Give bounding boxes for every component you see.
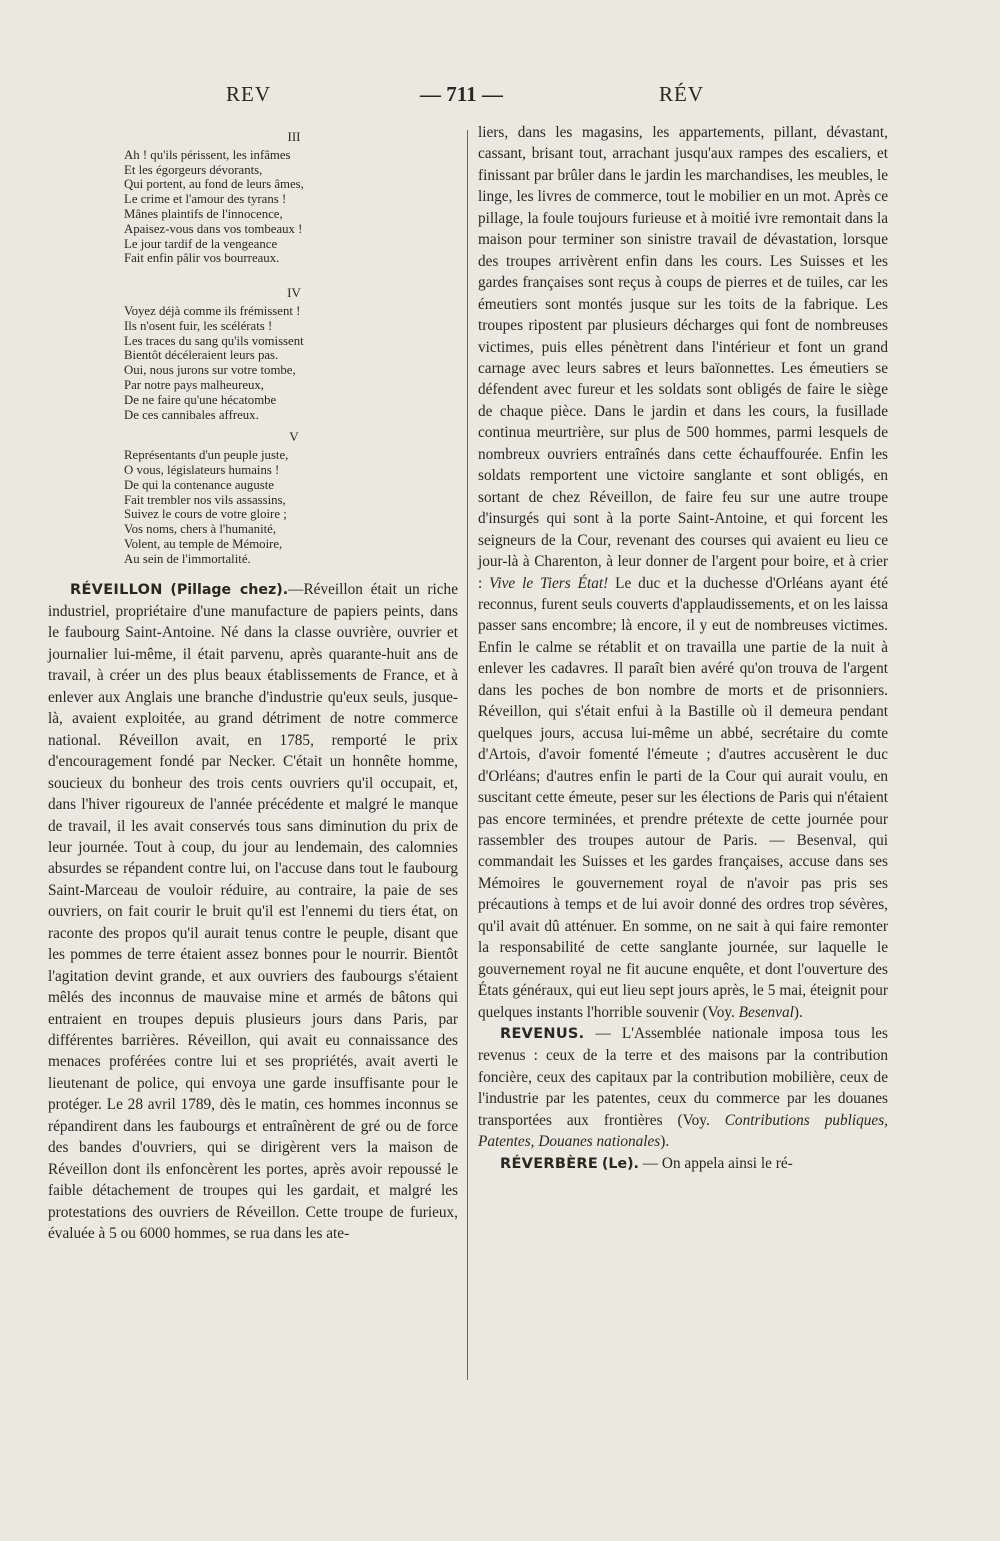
entry-text: liers, dans les magasins, les appartements, pillant, dévastant, cassant, brisant tout, arrachant jusqu'aux rampes des escaliers, et finissant par brûler dans le jardin les marchandises, les meubles, le linge, les livres de commerce, tout le mobilier en un mot. Après ce pillage, la foule toujours furieuse et à moitié ivre remontait dans la maison pour terminer son sinistre travail de dévastation, lorsque des troupes arrivèrent enfin dans les cours. Les Suisses et les gardes françaises sont reçus à coups de pierres et de tuiles, car les émeutiers sont montés jusque sur les toits de la fabrique. Les troupes ripostent par plusieurs décharges qui font de nombreuses victimes, puis elles pénètrent dans l'intérieur et font un grand carnage avec leurs sabres et leurs baïonnettes. Les émeutiers se défendent avec fureur et les soldats sont obligés de faire le siège de chaque pièce. Dans le jardin et dans les cours, la fusillade continua meurtrière, sur plus de 500 hommes, parmi lesquels de nombreux ouvriers entraînés dans cette échauffourée. Enfin les soldats remportent une victoire sanglante et sont obligés, en sortant de chez Réveillon, de faire feu sur une autre troupe d'insurgés qui sont à la porte Saint-Antoine, et qui forcent les seigneurs de la Cour, revenant des courses qui avaient eu lieu ce jour-là à Charenton, à leur donner de l'argent pour boire, et à crier : bbox=[478, 124, 888, 592]
poem-line: De ne faire qu'une hécatombe bbox=[124, 392, 277, 407]
stanza-3 bbox=[124, 130, 458, 266]
poem-line: Bientôt décéleraient leurs pas. bbox=[124, 348, 279, 363]
entry-text: — On appela ainsi le ré- bbox=[638, 1154, 793, 1172]
entry-text: ). bbox=[793, 1003, 803, 1021]
poem-line: Le crime et l'amour des tyrans ! bbox=[124, 192, 287, 207]
poem-line: Fait enfin pâlir vos bourreaux. bbox=[124, 251, 280, 266]
poem-line: Apaisez-vous dans vos tombeaux ! bbox=[124, 221, 303, 236]
poem-line: De qui la contenance auguste bbox=[124, 477, 274, 492]
stanza-numeral: IV bbox=[287, 285, 301, 301]
poem-line: Par notre pays malheureux, bbox=[124, 377, 265, 392]
running-header bbox=[0, 82, 1000, 122]
page-number: — 711 — bbox=[420, 82, 503, 106]
column-divider bbox=[467, 130, 468, 1380]
header-left-word: REV bbox=[226, 82, 271, 106]
poem-line: Mânes plaintifs de l'innocence, bbox=[124, 206, 283, 221]
poem-line: Qui portent, au fond de leurs âmes, bbox=[124, 177, 304, 192]
poem-line: O vous, législateurs humains ! bbox=[124, 462, 280, 477]
entry-headword: RÉVEILLON bbox=[70, 581, 163, 598]
left-column bbox=[48, 130, 458, 1245]
entry-paragraph bbox=[478, 122, 888, 1023]
cross-reference: Contributions publiques, Patentes, Douanes nationales bbox=[478, 1111, 888, 1151]
header-right-word: RÉV bbox=[659, 82, 704, 106]
entry-headword: REVENUS. bbox=[500, 1026, 585, 1043]
entry-revenus bbox=[478, 1023, 888, 1153]
stanza-lines bbox=[124, 148, 458, 266]
entry-subhead: (Pillage chez). bbox=[170, 581, 289, 598]
entry-reverbere bbox=[478, 1153, 888, 1175]
poem-line: Oui, nous jurons sur votre tombe, bbox=[124, 363, 296, 378]
poem-line: Le jour tardif de la vengeance bbox=[124, 236, 278, 251]
poem bbox=[124, 130, 458, 567]
entry-text: — L'Assemblée nationale imposa tous les revenus : ceux de la terre et des maisons par la contribution foncière, ceux des capitaux par la contribution mobilière, ceux de l'industrie par les patentes, ceux du commerce par les douanes transportées aux frontières (Voy. bbox=[478, 1025, 888, 1129]
stanza-4 bbox=[124, 286, 458, 422]
cross-reference: Besenval bbox=[738, 1003, 794, 1021]
poem-line: Fait trembler nos vils assassins, bbox=[124, 492, 286, 507]
poem-line: Ah ! qu'ils périssent, les infâmes bbox=[124, 147, 291, 162]
right-column bbox=[478, 122, 888, 1175]
entry-text: ). bbox=[660, 1133, 670, 1151]
poem-line: Voyez déjà comme ils frémissent ! bbox=[124, 303, 301, 318]
stanza-5 bbox=[124, 430, 458, 566]
stanza-numeral: III bbox=[287, 129, 301, 144]
entry-reveillon bbox=[48, 579, 458, 1245]
entry-headword: RÉVERBÈRE bbox=[500, 1155, 599, 1172]
entry-subhead: (Le). bbox=[601, 1155, 639, 1172]
quoted-cry: Vive le Tiers État! bbox=[489, 574, 609, 592]
entry-paragraph bbox=[48, 579, 458, 1245]
stanza-lines bbox=[124, 448, 458, 566]
poem-line: Les traces du sang qu'ils vomissent bbox=[124, 333, 304, 348]
poem-line: Volent, au temple de Mémoire, bbox=[124, 536, 283, 551]
poem-line: Représentants d'un peuple juste, bbox=[124, 448, 289, 463]
poem-line: Au sein de l'immortalité. bbox=[124, 551, 251, 566]
poem-line: Vos noms, chers à l'humanité, bbox=[124, 522, 277, 537]
entry-reveillon-continued bbox=[478, 122, 888, 1175]
stanza-lines bbox=[124, 304, 458, 422]
entry-text: —Réveillon était un riche industriel, propriétaire d'une manufacture de papiers peints, dans le faubourg Saint-Antoine. Né dans la classe ouvrière, ouvrier et journalier lui-même, il était parvenu, après quarante-huit ans de travail, à créer un des plus beaux établissements de France, et à enlever aux Anglais une branche d'industrie qu'eux seuls, jusque-là, avaient exploitée, au grand détriment de notre commerce national. Réveillon avait, en 1785, remporté le prix d'encouragement fondé par Necker. C'était un honnête homme, soucieux du bonheur des trois cents ouvriers qu'il occupait, et, dans l'hiver rigoureux de l'année précédente et malgré le manque de travail, il les avait conservés tous sans diminution du prix de leur journée. Tout à coup, du jour au lendemain, des calomnies absurdes se répandent contre lui, on l'accuse dans tout le faubourg Saint-Marceau de vouloir réduire, au contraire, la paie de ses ouvriers, on fait courir le bruit qu'il est l'ennemi du tiers état, on raconte des propos qu'il aurait tenus contre le peuple, disant que les pommes de terre étaient assez bonnes pour le nourrir. Bientôt l'agitation devint grande, et aux ouvriers des faubourgs s'étaient mêlés des inconnus de mauvaise mine et armés de bâtons qui entraient en troupes depuis plusieurs jours dans Paris, par différentes barrières. Réveillon, qui avait eu connaissance des menaces proférées contre lui et ses propriétés, avait averti le lieutenant de police, qui envoya une garde insuffisante pour le protéger. Le 28 avril 1789, dès le matin, ces hommes inconnus se répandirent dans les faubourgs et entraînèrent de gré ou de force des bandes d'ouvriers, qui se dirigèrent vers la maison de Réveillon dont ils enfoncèrent les portes, après avoir repoussé le faible détachement de troupes qui les gardait, et malgré les protestations des ouvriers de Réveillon. Cette troupe de furieux, évaluée à 5 ou 6000 hommes, se rua dans les ate- bbox=[48, 580, 458, 1243]
poem-line: Ils n'osent fuir, les scélérats ! bbox=[124, 318, 273, 333]
stanza-numeral: V bbox=[289, 429, 299, 445]
poem-line: De ces cannibales affreux. bbox=[124, 407, 259, 422]
poem-line: Et les égorgeurs dévorants, bbox=[124, 162, 263, 177]
entry-text: Le duc et la duchesse d'Orléans ayant été reconnus, furent seuls couverts d'applaudissements, et on les laissa passer sans encombre; là encore, il y eut de nombreuses victimes. Enfin le calme se rétablit et on travailla une partie de la nuit à enlever les cadavres. Il paraît bien avéré qu'on trouva de l'argent dans les poches de bon nombre de morts et de prisonniers. Réveillon, qui s'était enfui à la Bastille où il demeura pendant quelques jours, accusa lui-même un abbé, secrétaire du comte d'Artois, d'avoir fomenté l'émeute ; d'autres accusèrent le duc d'Orléans; d'autres enfin le parti de la Cour qui aurait voulu, en suscitant cette émeute, peser sur les élections de Paris qui n'étaient pas encore terminées, et prendre prétexte de cette journée pour rassembler des troupes autour de Paris. — Besenval, qui commandait les Suisses et les gardes françaises, accuse dans ses Mémoires le gouvernement royal de n'avoir pas pris ses précautions à temps et de lui avoir donné des ordres trop sévères, qu'il avait dû atténuer. En somme, on ne sait à qui faire remonter la responsabilité de cette sanglante journée, sur laquelle le gouvernement royal ne fit aucune enquête, et dont l'ouverture des États généraux, qui eut lieu sept jours après, le 5 mai, éteignit pour quelques instants l'horrible souvenir (Voy. bbox=[478, 574, 888, 1021]
poem-line: Suivez le cours de votre gloire ; bbox=[124, 507, 287, 522]
